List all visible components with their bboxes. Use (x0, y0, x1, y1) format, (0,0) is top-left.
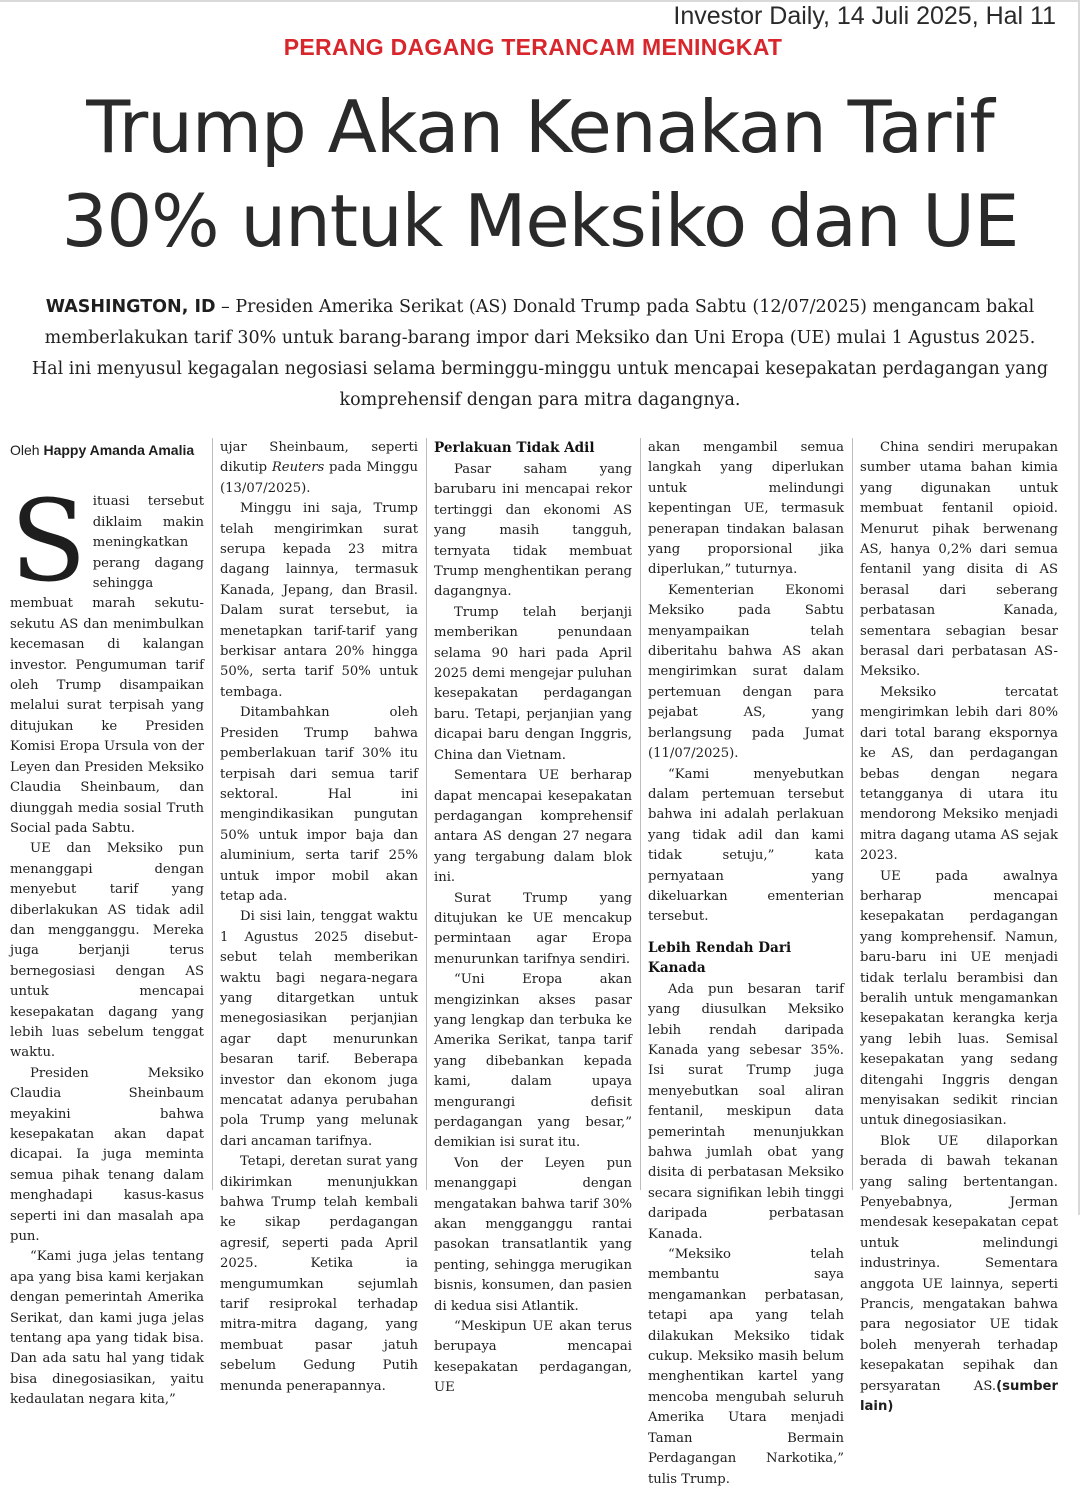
article-paragraph: Sementara UE berharap dapat mencapai kesepakatan perdagangan komprehensif antara AS dengan 27 negara yang tergabung dalam blok ini. (434, 768, 632, 886)
paragraph-text: ujar Sheinbaum, seperti dikutip (220, 440, 418, 476)
drop-cap: S (10, 477, 87, 608)
article-paragraph: UE dan Meksiko pun menanggapi dengan menyebut tarif yang diberlakukan AS tidak adil dan mengganggu. Mereka juga berjanji terus bernegosiasi dengan AS untuk mencapai kesepakatan dagang yang lebih luas sebelum tenggat waktu. (10, 841, 204, 1061)
article-paragraph: Presiden Meksiko Claudia Sheinbaum meyakini bahwa kesepakatan akan dapat dicapai. Ia juga meminta semua pihak tenang dalam menghadapi kasus-kasus seperti ini dan masalah apa pun. (10, 1065, 204, 1245)
publication-source: Investor Daily, 14 Juli 2025, Hal 11 (673, 2, 1056, 30)
article-paragraph: Ada pun besaran tarif yang diusulkan Meksiko lebih rendah daripada Kanada yang sebesar 35%. Isi surat Trump juga menyebutkan soal aliran fentanil, meskipun data pemerintah menunjukkan bahwa jumlah obat yang disita di perbatasan Meksiko secara signifikan lebih tinggi daripada perbatasan Kanada. (648, 981, 844, 1242)
article-paragraph: Di sisi lain, tenggat waktu 1 Agustus 2025 disebut-sebut telah memberikan waktu bagi negara-negara yang ditargetkan untuk menegosiasikan perjanjian agar dapt menurunkan besaran tarif. Beberapa investor dan ekonom juga mencatat adanya perubahan pola Trump yang melunak dari ancaman tarifnya. (220, 909, 418, 1149)
column-2 (220, 438, 418, 1394)
subheading-lebih-rendah-dari-kanada: Lebih Rendah Dari Kanada (648, 939, 792, 976)
article-paragraph: Meksiko tercatat mengirimkan lebih dari 80% dari total barang ekspornya ke AS, dan perdagangan bebas dengan negara tetangganya di utara itu mendorong Meksiko menjadi mitra dagang utama AS sejak 2023. (860, 684, 1058, 864)
article-paragraph: Surat Trump yang ditujukan ke UE mencakup permintaan agar Eropa menurunkan tarifnya sendiri. (434, 890, 632, 967)
article-paragraph (220, 438, 418, 499)
source-note: (sumber lain) (860, 1378, 1058, 1415)
lead-paragraph (30, 292, 1050, 416)
headline (0, 80, 1080, 268)
article-paragraph: “Kami menyebutkan dalam pertemuan tersebut bahwa ini adalah perlakuan yang tidak adil dan kami tidak setuju,” kata pernyataan yang dikeluarkan ementerian tersebut. (648, 766, 844, 925)
lead-text: – Presiden Amerika Serikat (AS) Donald Trump pada Sabtu (12/07/2025) mengancam bakal memberlakukan tarif 30% untuk barang-barang impor dari Meksiko dan Uni Eropa (UE) mulai 1 Agustus 2025. Hal ini menyusul kegagalan negosiasi selama berminggu-minggu untuk mencapai kesepakatan perdagangan yang komprehensif dengan para mitra dagangnya. (31, 297, 1049, 410)
headline-line-2: 30% untuk Meksiko dan UE (61, 179, 1019, 263)
byline-author: Happy Amanda Amalia (43, 442, 195, 458)
article-paragraph: Tetapi, deretan surat yang dikirimkan menunjukkan bahwa Trump telah kembali ke sikap perdagangan agresif, seperti pada April 2025. Ketika ia mengumumkan sejumlah tarif resiprokal terhadap mitra-mitra dagang, yang membuat pasar jatuh sebelum Gedung Putih menunda penerapannya. (220, 1154, 418, 1394)
paragraph-text: pada Minggu (13/07/2025). (220, 460, 418, 496)
article-paragraph: “Meskipun UE akan terus berupaya mencapai kesepakatan perdagangan, UE (434, 1319, 632, 1396)
article-paragraph: “Meksiko telah membantu saya mengamankan perbatasan, tetapi apa yang telah dilakukan Meksiko tidak cukup. Meksiko masih belum menghentikan kartel yang mencoba mengubah seluruh Amerika Utara menjadi Taman Bermain Perdagangan Narkotika,” tulis Trump. (648, 1247, 844, 1487)
article-paragraph (860, 1132, 1058, 1418)
article-paragraph: Von der Leyen pun menanggapi dengan mengatakan bahwa tarif 30% akan mengganggu rantai pasokan transatlantik yang penting, sehingga merugikan bisnis, konsumen, dan pasien di kedua sisi Atlantik. (434, 1155, 632, 1314)
column-divider (640, 438, 641, 1190)
dateline: WASHINGTON, ID (45, 297, 216, 317)
reuters-citation: Reuters (271, 460, 325, 476)
article-paragraph: UE pada awalnya berharap mencapai kesepakatan perdagangan yang komprehensif. Namun, baru-baru ini UE menjadi tidak terlalu berambisi dan beralih untuk mengamankan kesepakatan kerangka kerja yang lebih luas. Semisal kesepakatan yang sedang ditengahi Inggris dengan menyisakan sedikit rincian untuk dinegosiasikan. (860, 868, 1058, 1129)
article-paragraph: “Uni Eropa akan mengizinkan akses pasar yang lengkap dan terbuka ke Amerika Serikat, tanpa tarif yang dibebankan kepada kami, dalam upaya mengurangi defisit perdagangan yang besar,” demikian isi surat itu. (434, 972, 632, 1151)
byline-prefix: Oleh (10, 442, 40, 458)
byline (10, 440, 204, 460)
article-paragraph: Ditambahkan oleh Presiden Trump bahwa pemberlakuan tarif 30% itu terpisah dari semua tarif sektoral. Hal ini mengindikasikan pungutan 50% untuk impor baja dan aluminium, serta tarif 25% untuk impor mobil akan tetap ada. (220, 705, 418, 904)
article-paragraph: akan mengambil semua langkah yang diperlukan untuk melindungi kepentingan UE, termasuk penerapan tindakan balasan yang proporsional jika diperlukan,” tuturnya. (648, 440, 844, 578)
column-divider (852, 438, 853, 1190)
column-divider (426, 438, 427, 1190)
article-paragraph: Kementerian Ekonomi Meksiko pada Sabtu menyampaikan telah diberitahu bahwa AS akan mengirimkan surat dalam pertemuan dengan para pejabat AS, yang berlangsung pada Jumat (11/07/2025). (648, 582, 844, 762)
article-paragraph: “Kami juga jelas tentang apa yang bisa kami kerjakan dengan pemerintah Amerika Serikat, dan kami juga jelas tentang apa yang tidak bisa. Dan ada satu hal yang tidak bisa dinegosiasikan, yaitu kedaulatan negara kita,” (10, 1249, 204, 1408)
column-1 (10, 438, 204, 1408)
kicker: PERANG DAGANG TERANCAM MENINGKAT (283, 34, 783, 60)
column-5 (860, 438, 1058, 1415)
article-paragraph: China sendiri merupakan sumber utama bahan kimia yang digunakan untuk membuat fentanil opioid. Menurut pihak berwenang AS, hanya 0,2% dari semua fentanil yang disita di AS berasal dari seberang perbatasan Kanada, sementara sebagian besar berasal dari perbatasan AS-Meksiko. (860, 440, 1058, 680)
article-paragraph: Pasar saham yang barubaru ini mencapai rekor tertinggi dan ekonomi AS yang masih tangguh, ternyata tidak membuat Trump menghentikan perang dagangnya. (434, 462, 632, 600)
article-paragraph: Trump telah berjanji memberikan penundaan selama 90 hari pada April 2025 demi mengejar puluhan kesepakatan perdagangan baru. Tetapi, perjanjian yang dicapai baru dengan Inggris, China dan Vietnam. (434, 604, 632, 763)
column-4 (648, 438, 844, 1487)
headline-line-1: Trump Akan Kenakan Tarif (86, 85, 994, 169)
subheading-perlakuan-tidak-adil: Perlakuan Tidak Adil (434, 440, 595, 456)
paragraph-text: Blok UE dilaporkan berada di bawah tekanan yang saling bertentangan. Penyebabnya, Jerman mendesak kesepakatan cepat untuk melindungi industrinya. Sementara anggota UE lainnya, seperti Prancis, mengatakan bahwa para negosiator UE tidak boleh menyerah terhadap kesepakatan sepihak dan persyaratan AS. (860, 1133, 1058, 1394)
paragraph-text: ituasi tersebut diklaim makin meningkatkan perang dagang sehingga membuat marah sekutu-sekutu AS dan menimbulkan kecemasan di kalangan investor. Pengumuman tarif oleh Trump disampaikan melalui surat terpisah yang ditujukan ke Presiden Komisi Eropa Ursula von der Leyen dan Presiden Meksiko Claudia Sheinbaum, dan diunggah media sosial Truth Social pada Sabtu. (10, 494, 204, 836)
article-paragraph (10, 477, 204, 839)
article-paragraph: Minggu ini saja, Trump telah mengirimkan surat serupa kepada 23 mitra dagang lainnya, termasuk Kanada, Jepang, dan Brasil. Dalam surat tersebut, ia menetapkan tarif-tarif yang berkisar antara 20% hingga 50%, serta tarif 50% untuk tembaga. (220, 501, 418, 700)
column-divider (212, 438, 213, 1190)
column-3 (434, 438, 632, 1396)
